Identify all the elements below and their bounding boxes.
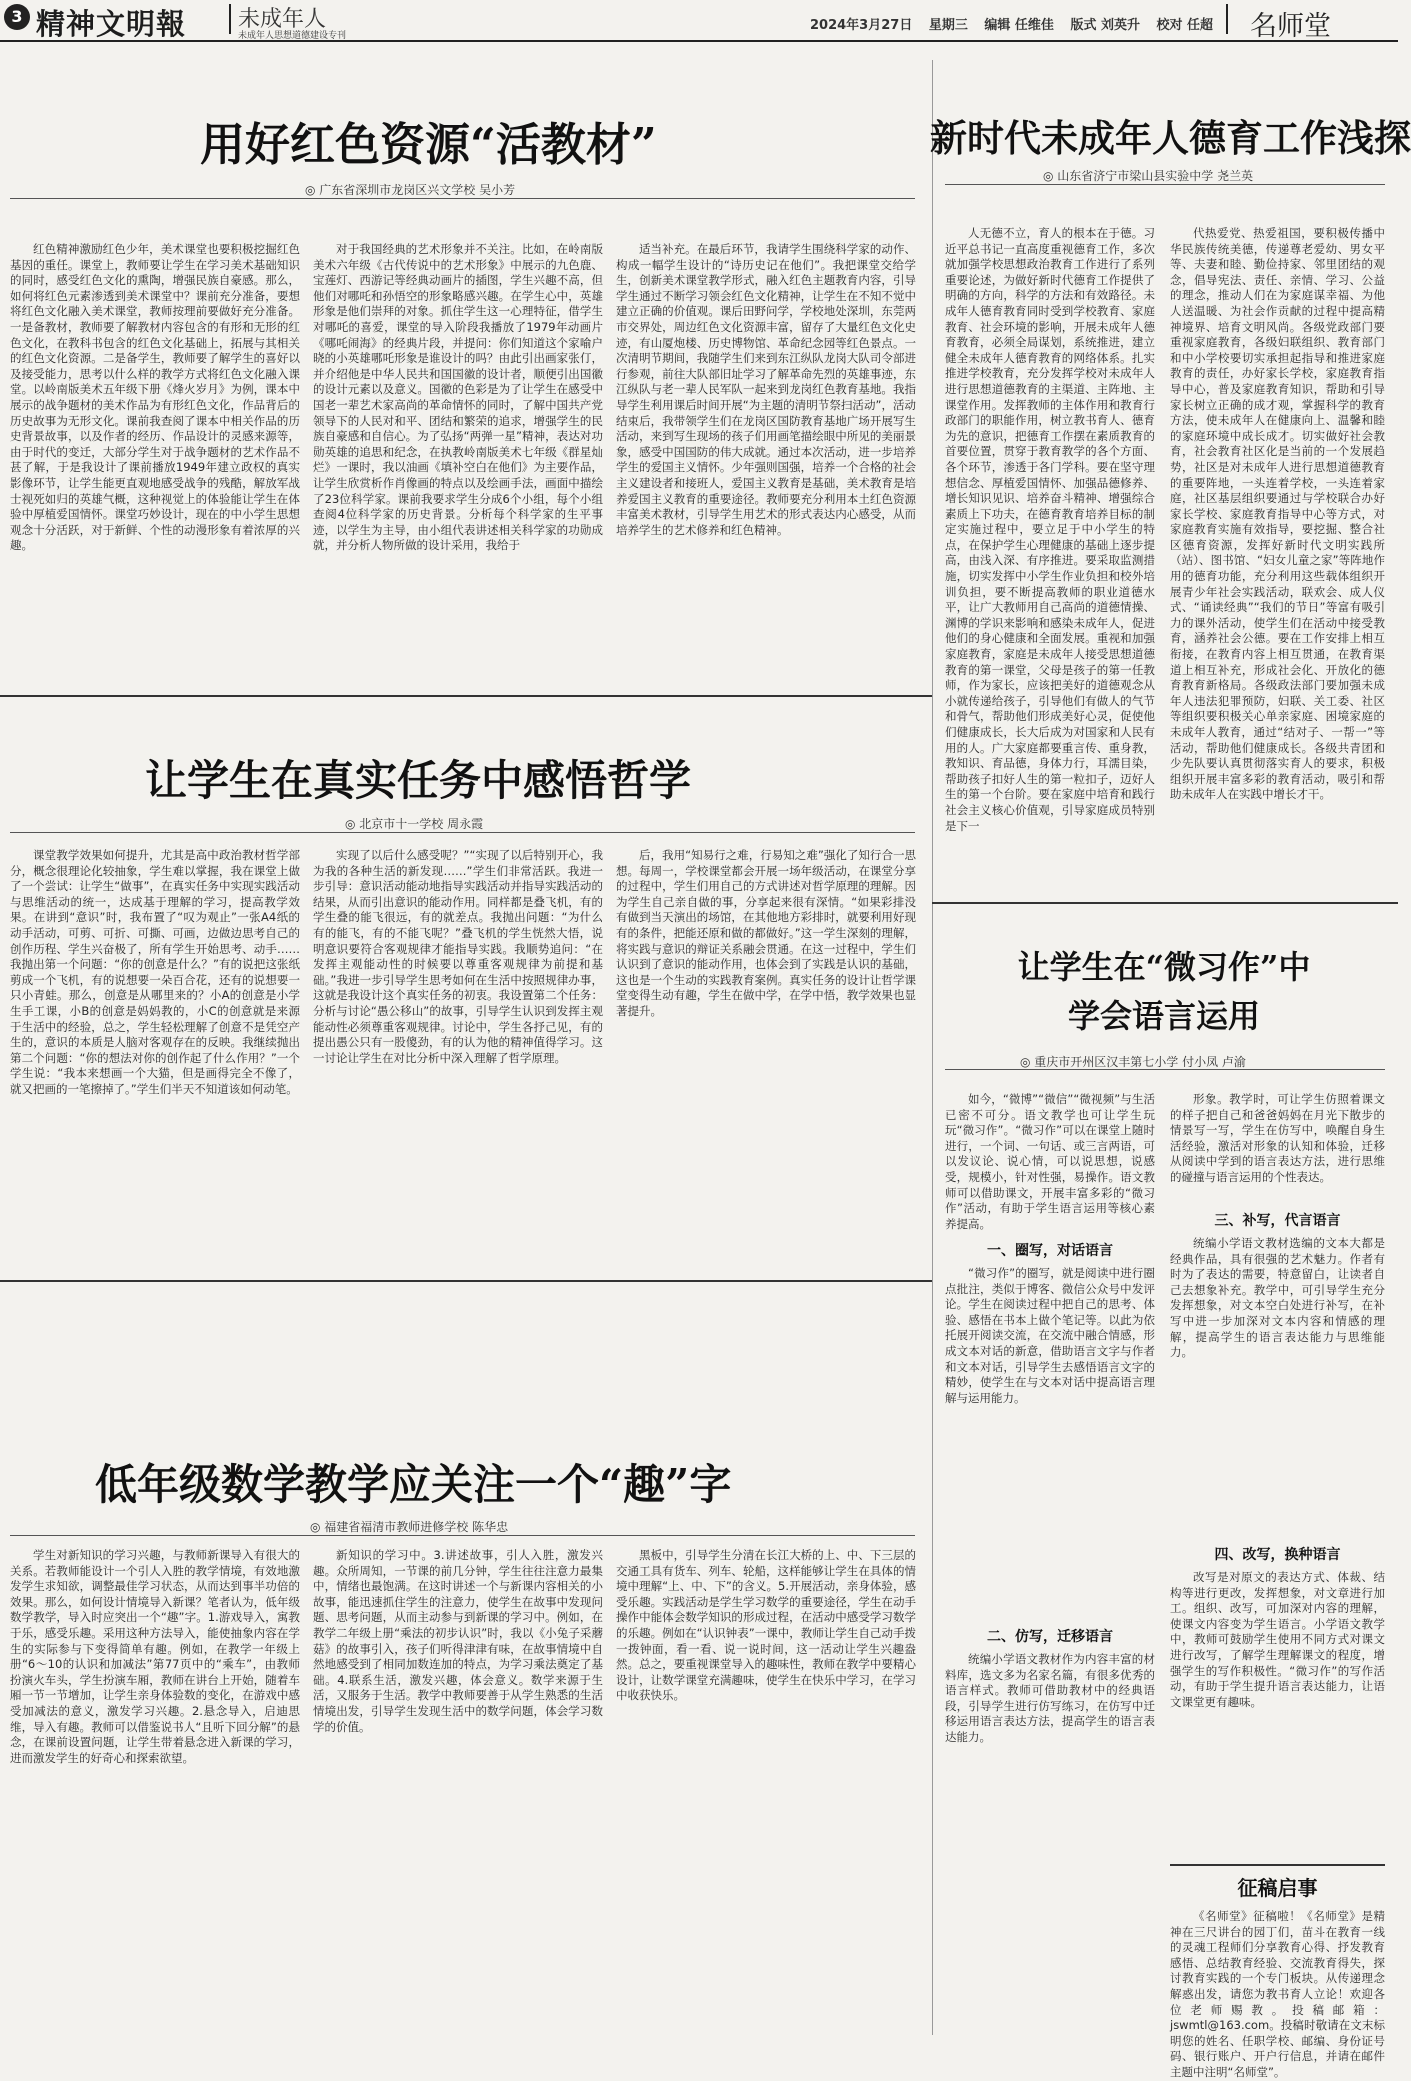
- article-column: 红色精神激励红色少年，美术课堂也要积极挖掘红色基因的重任。课堂上，教师要让学生在学习美术基础知识的同时，感受红色文化的熏陶，增强民族自豪感。那么，如何将红色元素渗透到美术课堂中？课前充分准备，要想将红色文化融入美术课堂，教师按理前要做好充分准备。一是备教材，教师要了解教材内容包含的有形和无形的红色文化，在教科书包含的红色文化基础上，拓展与其相关的红色文化资源。二是备学生，教师要了解学生的喜好以及接受能力，思考以什么样的教学方式将红色文化融入课堂。以岭南版美术五年级下册《烽火岁月》为例，课本中展示的战争题材的美术作品为有形红色文化，作品背后的历史故事为无形文化。课前我查阅了课本中相关作品的历史背景故事，以及作者的经历、作品设计的灵感来源等，由于时代的变迁，大部分学生对于战争题材的艺术作品不甚了解，于是我设计了课前播放1949年建立政权的真实影像环节，让学生能更直观地感受战争的残酷，解放军战士视死如归的英雄气概，这种视觉上的体验能让学生在体验中厚植爱国情怀。课堂巧妙设计，现在的中小学生思想观念十分活跃，对于新鲜、个性的动漫形象有着浓厚的兴趣。: [10, 242, 300, 553]
- issue-date: 2024年3月27日: [810, 18, 913, 33]
- article-column: 人无德不立，育人的根本在于德。习近平总书记一直高度重视德育工作，多次就加强学校思想政治教育工作进行了系列重要论述，为做好新时代德育工作提供了明确的方向，科学的方法和有效路径。未成年人德育教育同时受到学校教育、家庭教育、社会环境的影响，开展未成年人德育教育，必须全局谋划，系统推进，建立健全未成年人德育教育的网络体系。扎实推进学校教育，充分发挥学校对未成年人进行思想道德教育的主渠道、主阵地、主课堂作用。发挥教师的主体作用和教育行政部门的职能作用，树立教书育人、德育为先的意识，把德育工作摆在素质教育的首要位置，贯穿于教育教学的各个方面、各个环节，渗透于各门学科。要在坚守理想信念、厚植爱国情怀、加强品德修养、增长知识见识、培养奋斗精神、增强综合素质上下功夫，在德育教育培养目标的制定实施过程中，要立足于中小学生的特点，在保护学生心理健康的基础上逐步提高，由浅入深、有序推进。要采取监测措施，切实发挥中小学生作业负担和校外培训负担，要不断提高教师的职业道德水平，让广大教师用自己高尚的道德情操、渊博的学识来影响和感染未成年人，促进他们的身心健康和全面发展。重视和加强家庭教育，家庭是未成年人接受思想道德教育的第一课堂，父母是孩子的第一任教师，作为家长，应该把美好的道德观念从小就传递给孩子，引导他们有做人的气节和骨气，帮助他们形成美好心灵，促使他们健康成长，长大后成为对国家和人民有用的人。广大家庭都要重言传、重身教，教知识、育品德，身体力行，耳濡目染，帮助孩子扣好人生的第一粒扣子，迈好人生的第一个台阶。要在家庭中培育和践行社会主义核心价值观，引导家庭成员特别是下一: [945, 226, 1155, 833]
- article-byline: ◎ 广东省深圳市龙岗区兴文学校 吴小芳: [305, 181, 515, 198]
- supplement-tag: 未成年人思想道德建设专刊: [238, 31, 347, 41]
- article-byline: ◎ 山东省济宁市梁山县实验中学 尧兰英: [1043, 167, 1253, 184]
- article-column: 新知识的学习中。3.讲述故事，引人入胜，激发兴趣。众所周知，一节课的前几分钟，学生往往注意力最集中，情绪也最饱满。在这时讲述一个与新课内容相关的小故事，能迅速抓住学生的注意力，使学生在故事中发现问题、思考问题，从而主动参与到新课的学习中。例如，在教学二年级上册“乘法的初步认识”时，我以《小兔子采蘑菇》的故事引入，孩子们听得津津有味，在故事情境中自然地感受到了相同加数连加的特点，为学习乘法奠定了基础。4.联系生活，激发兴趣，体会意义。数学来源于生活，又服务于生活。教学中教师要善于从学生熟悉的生活情境出发，引导学生发现生活中的数学问题，体会学习数学的价值。: [313, 1548, 603, 1734]
- masthead-divider: [229, 4, 231, 34]
- subheading: 一、圈写，对话语言: [987, 1243, 1113, 1259]
- layout-credit: 版式 刘英升: [1070, 18, 1140, 33]
- article-title: 用好红色资源“活教材”: [200, 118, 657, 171]
- article-column: 代热爱党、热爱祖国，要积极传播中华民族传统美德，传递尊老爱幼、男女平等、夫妻和睦、勤俭持家、邻里团结的观念，倡导宪法、责任、亲情、学习、公益的理念，推动人们在为家庭谋幸福、为他人送温暖、为社会作贡献的过程中提高精神境界、培育文明风尚。各级党政部门要重视家庭教育，各级妇联组织、教育部门和中小学校要切实承担起指导和推进家庭教育的责任，办好家长学校，家庭教育指导中心，普及家庭教育知识，帮助和引导家长树立正确的成才观，掌握科学的教育方法，使未成年人在健康向上、温馨和睦的家庭环境中成长成才。切实做好社会教育，社会教育社区化是当前的一个发展趋势，社区是对未成年人进行思想道德教育的重要阵地，一头连着学校，一头连着家庭，社区基层组织要通过与学校联合办好家长学校、家庭教育指导中心等方式，对家庭教育实施有效指导，要挖掘、整合社区德育资源，发挥好新时代文明实践所（站）、图书馆、“妇女儿童之家”等阵地作用的德育功能，充分利用这些载体组织开展青少年社会实践活动，联欢会、成人仪式、“诵读经典”“我们的节日”等富有吸引力的课外活动，使学生们在活动中接受教育，涵养社会公德。要在工作安排上相互衔接，在教育内容上相互贯通，在教育渠道上相互补充，形成社会化、开放化的德育教育新格局。各级政法部门要加强未成年人违法犯罪预防，妇联、关工委、社区等组织要积极关心单亲家庭、困境家庭的未成年人教育，通过“结对子、一帮一”等活动，帮助他们健康成长。各级共青团和少先队要认真贯彻落实育人的要求，积极组织开展丰富多彩的教育活动，吸引和帮助未成年人在实践中增长才干。: [1170, 226, 1385, 802]
- column-separator: [932, 60, 933, 2035]
- proofreader-credit: 校对 任超: [1156, 18, 1214, 33]
- issue-weekday: 星期三: [928, 18, 968, 33]
- article-title: 让学生在真实任务中感悟哲学: [145, 756, 692, 805]
- article-title: 低年级数学教学应关注一个“趣”字: [95, 1460, 732, 1509]
- section-rule: [0, 1280, 932, 1282]
- subheading: 二、仿写，迁移语言: [987, 1629, 1113, 1645]
- article-byline: ◎ 重庆市开州区汉丰第七小学 付小凤 卢渝: [1020, 1053, 1246, 1070]
- paper-name: 精神文明報: [36, 7, 187, 41]
- article-column: 学生对新知识的学习兴趣，与教师新课导入有很大的关系。若教师能设计一个引人入胜的教学情境，有效地激发学生求知欲，调整最佳学习状态，从而达到事半功倍的效果。那么，如何设计情境导入新课？笔者认为，低年级数学教学，导入时应突出一个“趣”字。1.游戏导入，寓教于乐，感受乐趣。采用这种方法导入，能使抽象内容在学生的实际参与下变得简单有趣。例如，在教学一年级上册“6～10的认识和加减法”第77页中的“乘车”，由教师扮演火车头，学生扮演车厢，教师在讲台上开始，随着车厢一节一节增加，让学生亲身体验数的变化，在游戏中感受加减法的意义，激发学习兴趣。2.悬念导入，启迪思维，导入有趣。教师可以借鉴说书人“且听下回分解”的悬念，在课前设置问题，让学生带着悬念进入新课的学习，进而激发学生的好奇心和探索欲望。: [10, 1548, 300, 1765]
- section-name: 名师堂: [1250, 11, 1331, 42]
- article-column: 适当补充。在最后环节，我请学生围绕科学家的动作、构成一幅学生设计的“诗历史记在他们”。我把课堂交给学生，创新美术课堂教学形式，融入红色主题教育内容，引导学生通过不断学习领会红色文化精神，让学生在不知不觉中建立正确的价值观。课后田野问学，学校地处深圳，东莞两市交界处，周边红色文化资源丰富，留存了大量红色文化史迹，有山厦炮楼、历史博物馆、革命纪念园等红色景点。一次清明节期间，我随学生们来到东江纵队龙岗大队司令部进行参观，前往大队部旧址学习了解革命先烈的英雄事迹，东江纵队与老一辈人民军队一起来到龙岗红色教育基地。我指导学生利用课后时间开展“为主题的清明节祭扫活动”，活动结束后，我带领学生们在龙岗区国防教育基地广场开展写生活动，来到写生现场的孩子们用画笔描绘眼中所见的美丽景象，感受中国国防的伟大成就。通过本次活动，进一步培养学生的爱国主义情怀。少年强则国强，培养一个合格的社会主义建设者和接班人，爱国主义教育是基础，美术教育是培养爱国主义教育的重要途径。教师要充分利用本土红色资源丰富美术教材，引导学生用艺术的形式表达内心感受，从而培养学生的艺术修养和红色精神。: [616, 242, 916, 537]
- editor-credit: 编辑 任维佳: [984, 18, 1054, 33]
- subheading: 四、改写，换种语言: [1214, 1547, 1341, 1563]
- article-column: 黑板中，引导学生分清在长江大桥的上、中、下三层的交通工具有货车、列车、轮船，这样能够让学生在具体的情境中理解“上、中、下”的含义。5.开展活动，亲身体验，感受乐趣。实践活动是学生学习数学的重要途径，学生在动手操作中能体会数学知识的形成过程，在活动中感受学习数学的乐趣。例如在“认识钟表”一课中，教师让学生自己动手拨一拨钟面，看一看、说一说时间，这一活动让学生兴趣盎然。总之，要重视课堂导入的趣味性，教师在教学中要精心设计，让数学课堂充满趣味，使学生在快乐中学习，在学习中收获快乐。: [616, 1548, 916, 1703]
- issue-info: [810, 14, 1225, 33]
- section-divider: [1226, 4, 1228, 34]
- section-rule: [0, 695, 932, 697]
- article-column: 后，我用“知易行之难，行易知之难”强化了知行合一思想。每周一，学校课堂都会开展一场年级活动，在课堂分享的过程中，学生们用自己的方式讲述对哲学原理的理解。因为学生自己亲自做的事，分享起来很有深情。“如果彩排没有做到当天演出的场馆，在其他地方彩排时，就要利用好现有的条件，把能还原和做的都做好。”这一学生深刻的理解，将实践与意识的辩证关系融会贯通。在这一过程中，学生们认识到了意识的能动作用，也体会到了实践是认识的基础，这也是一个生动的实践教育案例。真实任务的设计让哲学课堂变得生动有趣，学生在做中学，在学中悟，教学效果也显著提升。: [616, 848, 916, 1018]
- article-column: 对于我国经典的艺术形象并不关注。比如，在岭南版美术六年级《古代传说中的艺术形象》中展示的九色鹿、宝莲灯、西游记等经典动画片的插图，学生兴趣不高，但他们对哪吒和孙悟空的形象略感兴趣。在学生心中，英雄形象是他们崇拜的对象。抓住学生这一心理特征，借学生对哪吒的喜爱，课堂的导入阶段我播放了1979年动画片《哪吒闹海》的经典片段，并提问：你们知道这个家喻户晓的小英雄哪吒形象是谁设计的吗？由此引出画家张仃，并介绍他是中华人民共和国国徽的设计者，顺便引出国徽的设计元素以及意义。国徽的色彩是为了让学生在感受中国老一辈艺术家高尚的革命情怀的同时，了解中国共产党领导下的人民对和平、团结和繁荣的追求，增强学生的民族自豪感和自信心。为了弘扬“两弹一星”精神，表达对功勋英雄的追思和纪念，在执教岭南版美术七年级《群星灿烂》一课时，我以油画《填补空白在他们》为主要作品，让学生欣赏析作肖像画的特点以及绘画手法，画面中描绘了23位科学家。课前我要求学生分成6个小组，每个小组查阅4位科学家的历史背景。分析每个科学家的生平事迹，以学生为主导，由小组代表讲述相关科学家的功勋成就，并分析人物所做的设计采用，我给于: [313, 242, 603, 553]
- notice-title: 征稿启事: [1237, 1876, 1318, 1900]
- article-column: 如今，“微博”“微信”“微视频”与生活已密不可分。语文教学也可让学生玩玩“微习作”。“微习作”可以在课堂上随时进行，一个词、一句话、或三言两语，可以发议论、说心情，可以说思想，说感受，规模小，针对性强，易操作。语文教师可以借助课文，开展丰富多彩的“微习作”活动，有助于学生语言运用等核心素养提高。 一、圈写，对话语言 “微习作”的圈写，就是阅读中进行圈点批注，类似于博客、微信公众号中发评论。学生在阅读过程中把自己的思考、体验、感悟在书本上做个笔记等。以此为依托展开阅读交流，在交流中融合情感，形成文本对话的新意，借助语言文字与作者和文本对话，引导学生去感悟语言文字的精妙，使学生在与文本对话中提高语言理解与运用能力。 二、仿写，迁移语言 统编小学语文教材作为内容丰富的材料库，选文多为名家名篇，有很多优秀的语言样式。教师可借助教材中的经典语段，引导学生进行仿写练习，在仿写中迁移运用语言表达方法，提高学生的语言表达能力。: [945, 1092, 1155, 1744]
- supplement-name: 未成年人: [238, 7, 327, 32]
- article-column: 实现了以后什么感受呢？”“实现了以后特别开心，我为我的各种生活的新发现……”学生们非常活跃。我进一步引导：意识活动能动地指导实践活动并指导实践活动的结果，从而引出意识的能动作用。同样都是叠飞机，有的学生叠的能飞很远，有的就差点。我抛出问题：“为什么有的能飞，有的不能飞呢？”叠飞机的学生恍然大悟，说明意识要符合客观规律才能指导实践。我顺势追问：“在发挥主观能动性的时候要以尊重客观规律为前提和基础。”我进一步引导学生思考如何在生活中按照规律办事，这就是我设计这个真实任务的初衷。我设置第二个任务：分析与讨论“愚公移山”的故事，引导学生认识到发挥主观能动性必须尊重客观规律。讨论中，学生各抒己见，有的提出愚公只有一股傻劲，有的认为他的精神值得学习。这一讨论让学生在对比分析中深入理解了哲学原理。: [313, 848, 603, 1065]
- page-number: 3: [4, 4, 30, 30]
- divider: [10, 198, 915, 199]
- divider: [10, 1535, 915, 1536]
- call-for-papers-box: [1170, 1864, 1385, 2079]
- article-column: 课堂教学效果如何提升，尤其是高中政治教材哲学部分，概念很理论化较抽象，学生难以掌握，我在课堂上做了一个尝试：让学生“做事”，在真实任务中实现实践活动与思维活动的统一，达成基于理解的学习，提高教学效果。在讲到“意识”时，我布置了“叹为观止”一张A4纸的动手活动，可剪、可折、可撕、可画，边做边思考自己的创作历程、学生兴奋极了，所有学生开始思考、动手……我抛出第一个问题：“你的创意是什么？”有的说把这张纸剪成一个飞机，有的说想要一朵百合花，还有的说想要一只小青蛙。那么，创意是从哪里来的？小A的创意是小学生手工课，小B的创意是妈妈教的，小C的创意就是来源于生活中的经验，总之，学生轻松理解了创意不是凭空产生的，意识的本质是人脑对客观存在的反映。我继续抛出第二个问题：“你的想法对你的创作起了什么作用？”一个学生说：“我本来想画一个大猫，但是画得完全不像了，就又把画的一笔擦掉了。”学生们半天不知道该如何动笔。: [10, 848, 300, 1096]
- article-byline: ◎ 福建省福清市教师进修学校 陈华忠: [310, 1518, 508, 1535]
- article-title: 让学生在“微习作”中: [1017, 948, 1311, 986]
- article-byline: ◎ 北京市十一学校 周永霞: [345, 815, 483, 832]
- notice-body: 《名师堂》征稿啦！《名师堂》是精神在三尺讲台的园丁们，苗斗在教育一线的灵魂工程师们分享教育心得、抒发教育感悟、总结教育经验、交流教育得失，探讨教育实践的一个专门板块。从传递理念解惑出发，请您为教书育人立论！欢迎各位老师赐教。投稿邮箱：jswmtl@163.com。投稿时敬请在文末标明您的姓名、任职学校、邮编、身份证号码、银行账户、开户行信息，并请在邮件主题中注明“名师堂”。: [1170, 1909, 1385, 2079]
- divider: [10, 832, 915, 833]
- subheading: 三、补写，代言语言: [1214, 1213, 1341, 1229]
- masthead: [0, 0, 1398, 42]
- article-title: 新时代未成年人德育工作浅探: [930, 116, 1411, 160]
- article-title-line2: 学会语言运用: [1067, 997, 1260, 1035]
- divider: [945, 1069, 1385, 1070]
- article-column: 形象。教学时，可让学生仿照着课文的样子把自己和爸爸妈妈在月光下散步的情景写一写，学生在仿写中，唤醒自身生活经验，激活对形象的认知和体验，迁移从阅读中学到的语言表达方法，进行思维的碰撞与语言运用的个性表达。 三、补写，代言语言 统编小学语文教材选编的文本大都是经典作品，具有很强的艺术魅力。作者有时为了表达的需要，特意留白，让读者自己去想象补充。教学中，可引导学生充分发挥想象，对文本空白处进行补写，在补写中进一步加深对文本内容和情感的理解，提高学生的语言表达能力与思维能力。 四、改写，换种语言 改写是对原文的表达方式、体裁、结构等进行更改，发挥想象，对文章进行加工。组织、改写，可加深对内容的理解，使课文内容变为学生语言。小学语文教学中，教师可鼓励学生使用不同方式对课文进行改写，了解学生理解课文的程度，增强学生的写作积极性。“微习作”的写作活动，有助于学生提升语言表达能力，让语文课堂更有趣味。: [1170, 1092, 1385, 1709]
- section-rule: [932, 902, 1398, 904]
- divider: [945, 184, 1385, 185]
